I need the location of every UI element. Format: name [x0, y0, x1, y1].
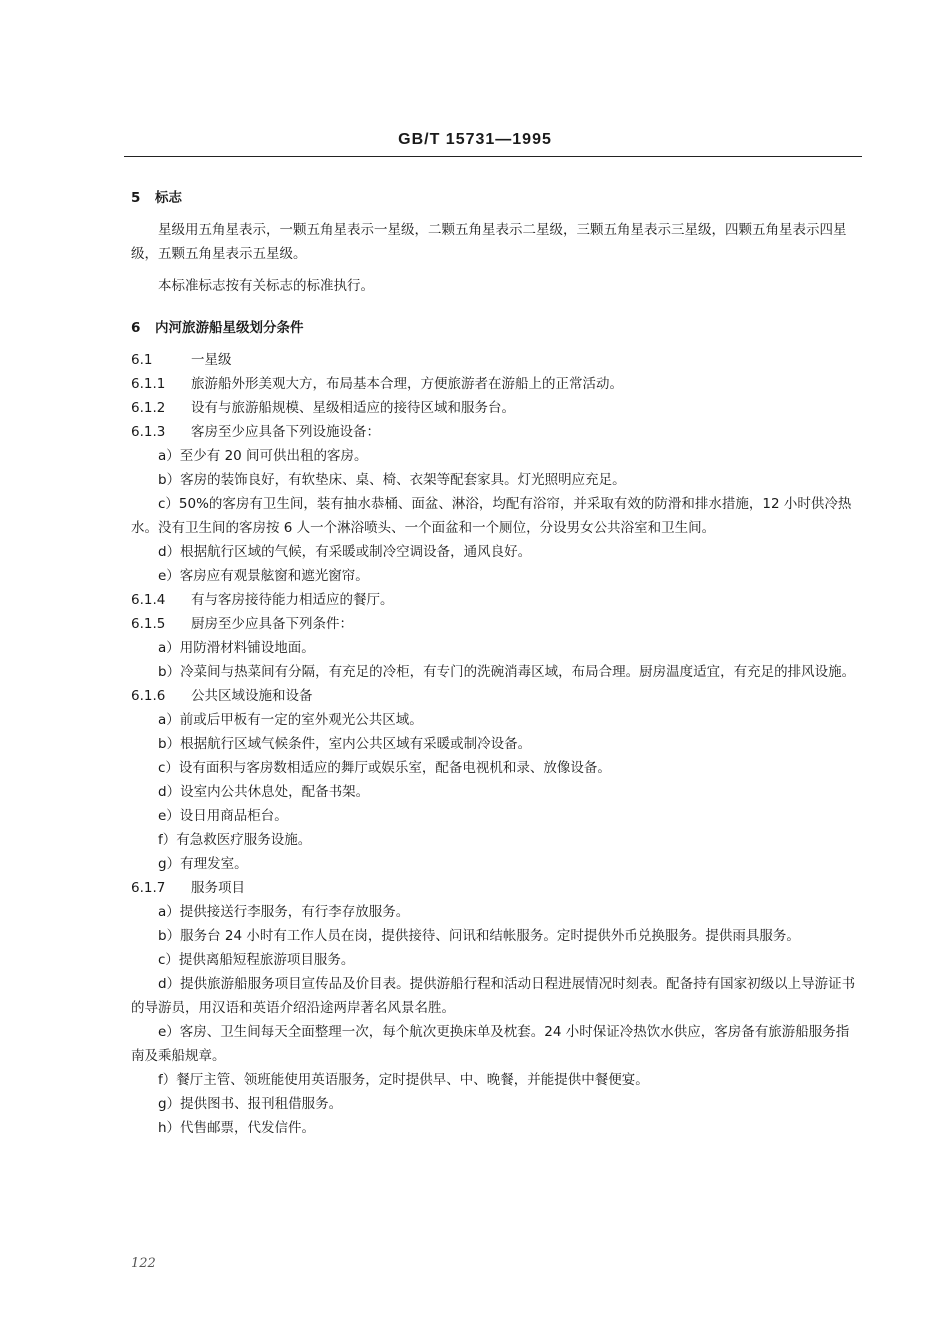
list-item: a）用防滑材料铺设地面。 — [158, 640, 315, 656]
list-item: b）根据航行区域气候条件，室内公共区域有采暖或制冷设备。 — [158, 736, 532, 752]
list-item: g）提供图书、报刊租借服务。 — [158, 1096, 343, 1112]
section-5-heading — [131, 186, 859, 210]
list-item: e）客房、卫生间每天全面整理一次，每个航次更换床单及枕套。24 小时保证冷热饮水供应，客房备有旅游船服务指南及乘船规章。 — [131, 1024, 850, 1064]
clause-text: 公共区域设施和设备 — [191, 688, 313, 704]
clause-text: 旅游船外形美观大方，布局基本合理，方便旅游者在游船上的正常活动。 — [191, 376, 623, 392]
section-6-heading — [131, 316, 859, 340]
clause-number: 6.1.7 — [131, 880, 166, 896]
list-item: d）设室内公共休息处，配备书架。 — [158, 784, 370, 800]
list-item: a）提供接送行李服务，有行李存放服务。 — [158, 904, 410, 920]
section-number: 5 — [131, 190, 141, 206]
section-number: 6 — [131, 320, 141, 336]
list-item: g）有理发室。 — [158, 856, 248, 872]
page-number: 122 — [131, 1256, 156, 1271]
clause-6-1-5 — [131, 612, 859, 636]
list-item: f）有急救医疗服务设施。 — [158, 832, 312, 848]
clause-number: 6.1.1 — [131, 376, 166, 392]
standard-code-header: GB/T 15731—1995 — [398, 131, 552, 148]
paragraph: 星级用五角星表示，一颗五角星表示一星级，二颗五角星表示二星级，三颗五角星表示三星级，四颗五角星表示四星级，五颗五角星表示五星级。 — [131, 222, 847, 262]
clause-number: 6.1 — [131, 352, 153, 368]
clause-text: 服务项目 — [191, 880, 245, 896]
clause-text: 厨房至少应具备下列条件： — [191, 616, 353, 632]
clause-text: 客房至少应具备下列设施设备： — [191, 424, 380, 440]
clause-6-1-4 — [131, 588, 859, 612]
list-item: d）根据航行区域的气候，有采暖或制冷空调设备，通风良好。 — [158, 544, 532, 560]
clause-number: 6.1.4 — [131, 592, 166, 608]
list-item: c）提供离船短程旅游项目服务。 — [158, 952, 355, 968]
list-item: b）冷菜间与热菜间有分隔，有充足的冷柜，有专门的洗碗消毒区域，布局合理。厨房温度适宜，有充足的排风设施。 — [158, 664, 856, 680]
clause-text: 有与客房接待能力相适应的餐厅。 — [191, 592, 394, 608]
clause-number: 6.1.5 — [131, 616, 166, 632]
list-item: e）客房应有观景舷窗和遮光窗帘。 — [158, 568, 369, 584]
clause-number: 6.1.3 — [131, 424, 166, 440]
header-rule — [124, 156, 862, 157]
document-body — [131, 186, 859, 1140]
clause-title: 一星级 — [191, 352, 232, 368]
clause-6-1-3 — [131, 420, 859, 444]
list-item: h）代售邮票，代发信件。 — [158, 1120, 316, 1136]
list-item: f）餐厅主管、领班能使用英语服务，定时提供早、中、晚餐，并能提供中餐便宴。 — [158, 1072, 649, 1088]
clause-6-1-7 — [131, 876, 859, 900]
clause-6-1 — [131, 348, 859, 372]
list-item: e）设日用商品柜台。 — [158, 808, 288, 824]
clause-text: 设有与旅游船规模、星级相适应的接待区域和服务台。 — [191, 400, 515, 416]
list-item: a）至少有 20 间可供出租的客房。 — [158, 448, 368, 464]
section-title: 标志 — [155, 190, 182, 206]
clause-number: 6.1.2 — [131, 400, 166, 416]
clause-6-1-1 — [131, 372, 859, 396]
clause-6-1-2 — [131, 396, 859, 420]
list-item: b）客房的装饰良好，有软垫床、桌、椅、衣架等配套家具。灯光照明应充足。 — [158, 472, 626, 488]
list-item: d）提供旅游船服务项目宣传品及价目表。提供游船行程和活动日程进展情况时刻表。配备持有国家初级以上导游证书的导游员，用汉语和英语介绍沿途两岸著名风景名胜。 — [131, 976, 856, 1016]
list-item: b）服务台 24 小时有工作人员在岗，提供接待、问讯和结帐服务。定时提供外币兑换服务。提供雨具服务。 — [158, 928, 800, 944]
clause-number: 6.1.6 — [131, 688, 166, 704]
paragraph: 本标准标志按有关标志的标准执行。 — [158, 278, 374, 294]
list-item: c）50%的客房有卫生间，装有抽水恭桶、面盆、淋浴，均配有浴帘，并采取有效的防滑和排水措施，12 小时供冷热水。没有卫生间的客房按 6 人一个淋浴喷头、一个面盆和一个厕位，分设男女公共浴室和卫生间。 — [131, 496, 852, 536]
clause-6-1-6 — [131, 684, 859, 708]
list-item: a）前或后甲板有一定的室外观光公共区域。 — [158, 712, 423, 728]
section-title: 内河旅游船星级划分条件 — [155, 320, 304, 336]
list-item: c）设有面积与客房数相适应的舞厅或娱乐室，配备电视机和录、放像设备。 — [158, 760, 611, 776]
